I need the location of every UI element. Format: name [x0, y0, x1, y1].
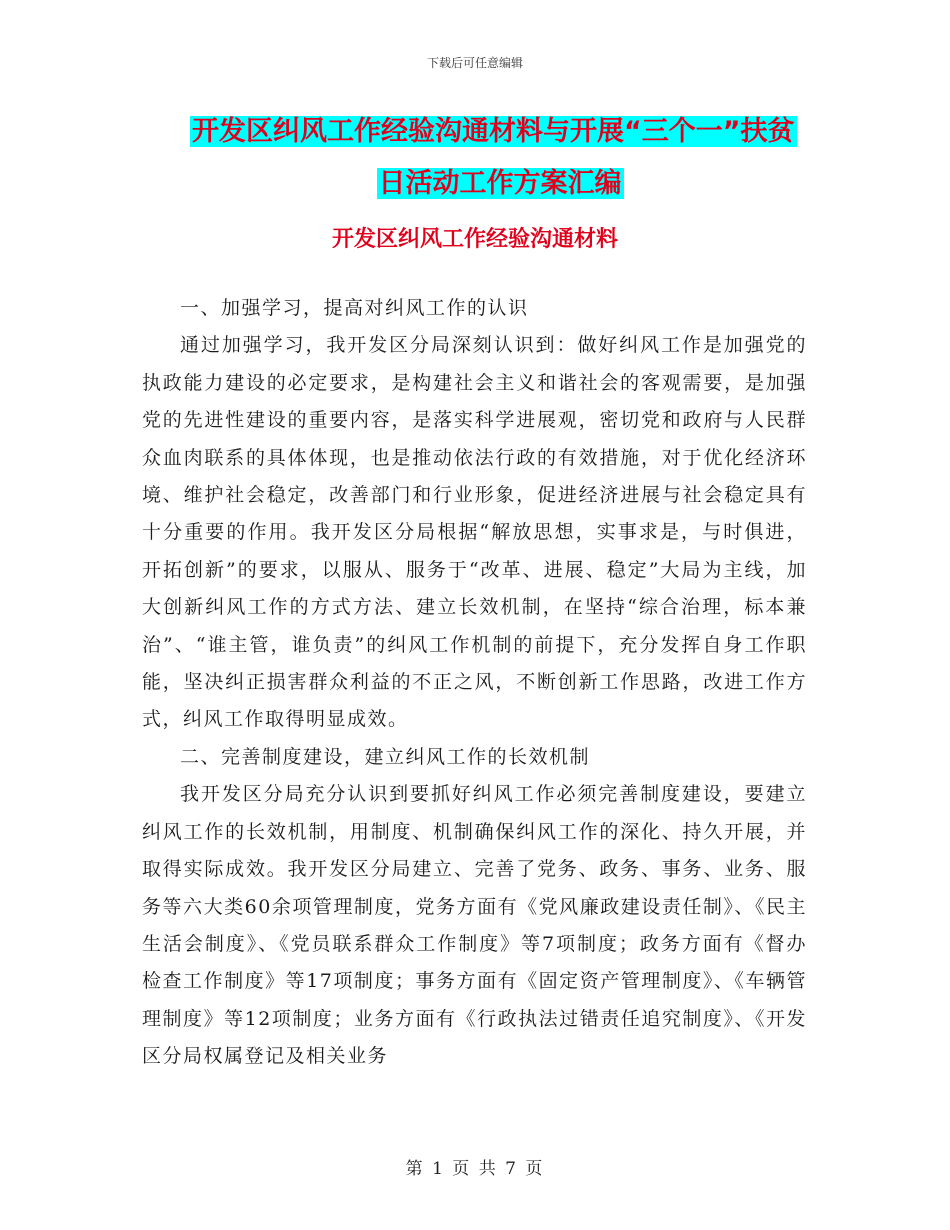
heading-paragraph-1: 一、加强学习，提高对纠风工作的认识: [180, 297, 529, 319]
document-body: [142, 290, 807, 1076]
section-title: 开发区纠风工作经验沟通材料: [331, 227, 618, 252]
page-number: 第 1 页 共 7 页: [405, 1159, 545, 1179]
page-header-note: 下载后可任意编辑: [426, 56, 523, 70]
heading-paragraph-2: 二、完善制度建设，建立纠风工作的长效机制: [180, 745, 591, 768]
document-title: [190, 108, 810, 208]
body-paragraph-1: 通过加强学习，我开发区分局深刻认识到：做好纠风工作是加强党的执政能力建设的必定要求，是构建社会主义和谐社会的客观需要，是加强党的先进性建设的重要内容，是落实科学进展观，密切党和政府与人民群众血肉联系的具体体现，也是推动依法行政的有效措施，对于优化经济环境、维护社会稳定，改善部门和行业形象，促进经济进展与社会稳定具有十分重要的作用。我开发区分局根据“解放思想，实事求是，与时俱进，开拓创新”的要求，以服从、服务于“改革、进展、稳定”大局为主线，加大创新纠风工作的方式方法、建立长效机制，在坚持“综合治理，标本兼治”、“谁主管，谁负责”的纠风工作机制的前提下，充分发挥自身工作职能，坚决纠正损害群众利益的不正之风，不断创新工作思路，改进工作方式，纠风工作取得明显成效。: [142, 334, 807, 731]
document-title-line1: 开发区纠风工作经验沟通材料与开展“三个一”扶贫: [192, 116, 795, 147]
body-paragraph-2: 我开发区分局充分认识到要抓好纠风工作必须完善制度建设，要建立纠风工作的长效机制，用制度、机制确保纠风工作的深化、持久开展，并取得实际成效。我开发区分局建立、完善了党务、政务、事务、业务、服务等六大类60余项管理制度，党务方面有《党风廉政建设责任制》、《民主生活会制度》、《党员联系群众工作制度》等7项制度；政务方面有《督办检查工作制度》等17项制度；事务方面有《固定资产管理制度》、《车辆管理制度》等12项制度；业务方面有《行政执法过错责任追究制度》、《开发区分局权属登记及相关业务: [142, 783, 807, 1068]
document-title-line2: 日活动工作方案汇编: [378, 168, 622, 199]
